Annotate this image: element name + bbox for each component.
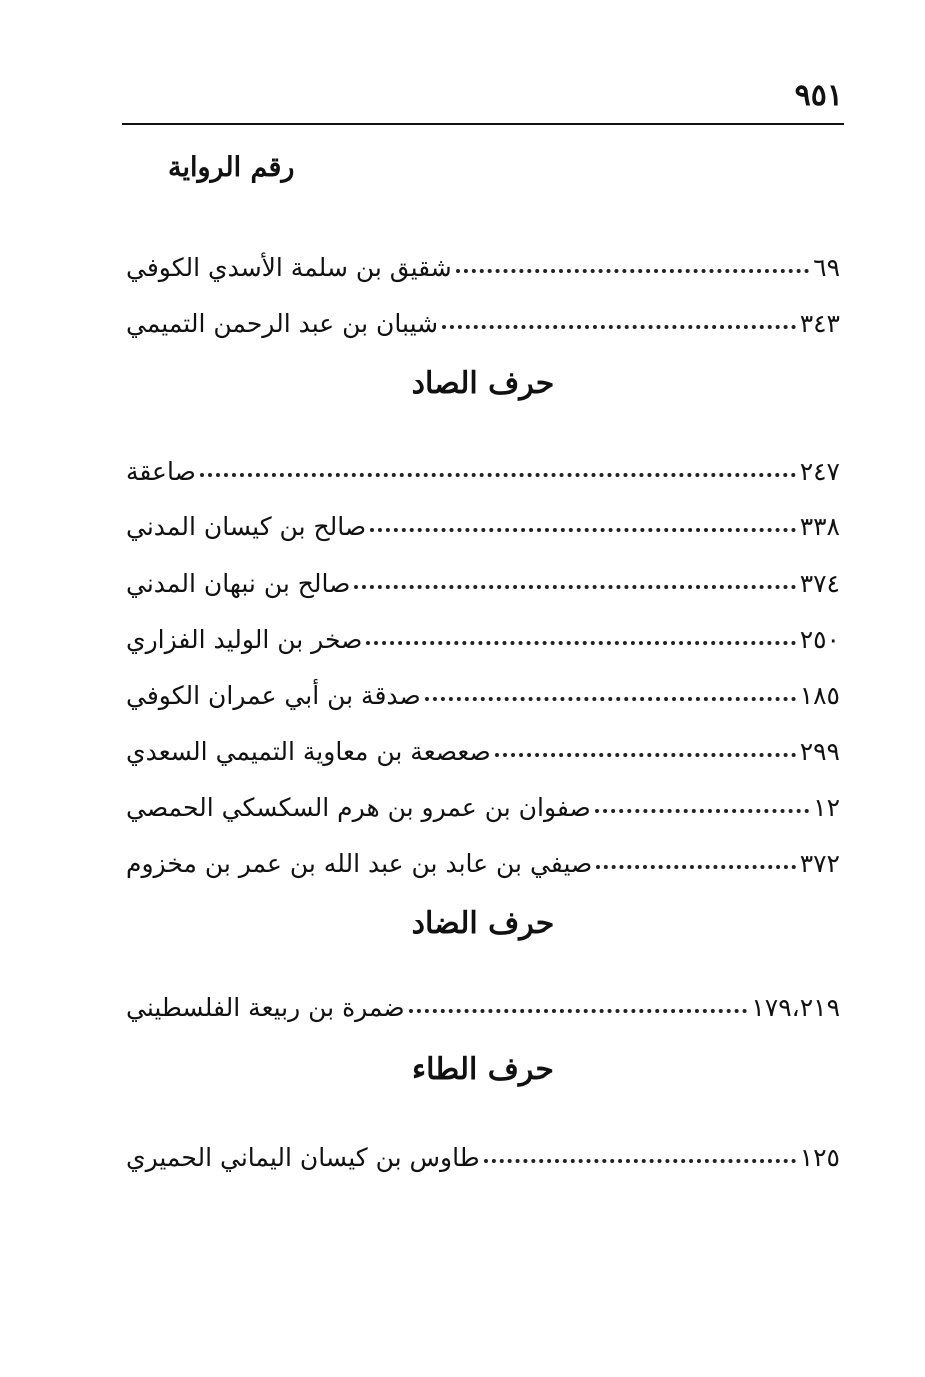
leader-dots [442,325,796,329]
section-heading: حرف الطاء [412,1052,554,1087]
entry-reference: ٣٧٤ [799,569,840,598]
index-entry [122,832,844,878]
entry-name: ضمرة بن ربيعة الفلسطيني [126,993,405,1022]
leader-dots [456,269,809,273]
page-number: ٩٥١ [794,78,843,113]
entry-reference: ٣٣٨ [799,512,840,541]
entry-reference: ٢٤٧ [799,457,840,486]
index-entry [122,608,844,654]
column-header: رقم الرواية [168,152,295,183]
leader-dots [495,753,796,757]
entry-name: شقيق بن سلمة الأسدي الكوفي [126,253,452,282]
leader-dots [425,697,796,701]
index-entry [122,552,844,598]
header-rule [122,123,844,125]
entry-name: صفوان بن عمرو بن هرم السكسكي الحمصي [126,793,591,822]
leader-dots [484,1159,796,1163]
entry-name: صاعقة [126,457,196,486]
entry-reference: ١٧٩،٢١٩ [751,993,840,1022]
leader-dots [409,1009,748,1013]
index-entry [122,664,844,710]
entry-reference: ٦٩ [813,253,840,282]
entry-reference: ٢٥٠ [799,625,840,654]
entry-name: صخر بن الوليد الفزاري [126,625,363,654]
leader-dots [354,585,795,589]
index-entry [122,495,844,541]
index-entry [122,292,844,338]
entry-name: صدقة بن أبي عمران الكوفي [126,681,421,710]
index-entry [122,720,844,766]
index-entry [122,976,844,1022]
entry-name: صعصعة بن معاوية التميمي السعدي [126,737,491,766]
section-heading: حرف الضاد [411,906,555,941]
entry-reference: ٣٧٢ [799,849,840,878]
entry-reference: ١٢٥ [799,1143,840,1172]
index-entry [122,236,844,282]
leader-dots [366,641,795,645]
index-entry [122,440,844,486]
index-entry [122,1126,844,1172]
leader-dots [595,809,809,813]
entry-name: صالح بن كيسان المدني [126,512,367,541]
leader-dots [370,528,796,532]
leader-dots [200,473,796,477]
entry-name: طاوس بن كيسان اليماني الحميري [126,1143,480,1172]
leader-dots [596,865,795,869]
entry-name: صيفي بن عابد بن عبد الله بن عمر بن مخزوم [126,849,593,878]
entry-reference: ١٢ [813,793,840,822]
entry-name: صالح بن نبهان المدني [126,569,351,598]
section-heading: حرف الصاد [411,366,555,401]
entry-name: شيبان بن عبد الرحمن التميمي [126,309,439,338]
entry-reference: ٢٩٩ [799,737,840,766]
index-entry [122,776,844,822]
entry-reference: ٣٤٣ [799,309,840,338]
entry-reference: ١٨٥ [799,681,840,710]
